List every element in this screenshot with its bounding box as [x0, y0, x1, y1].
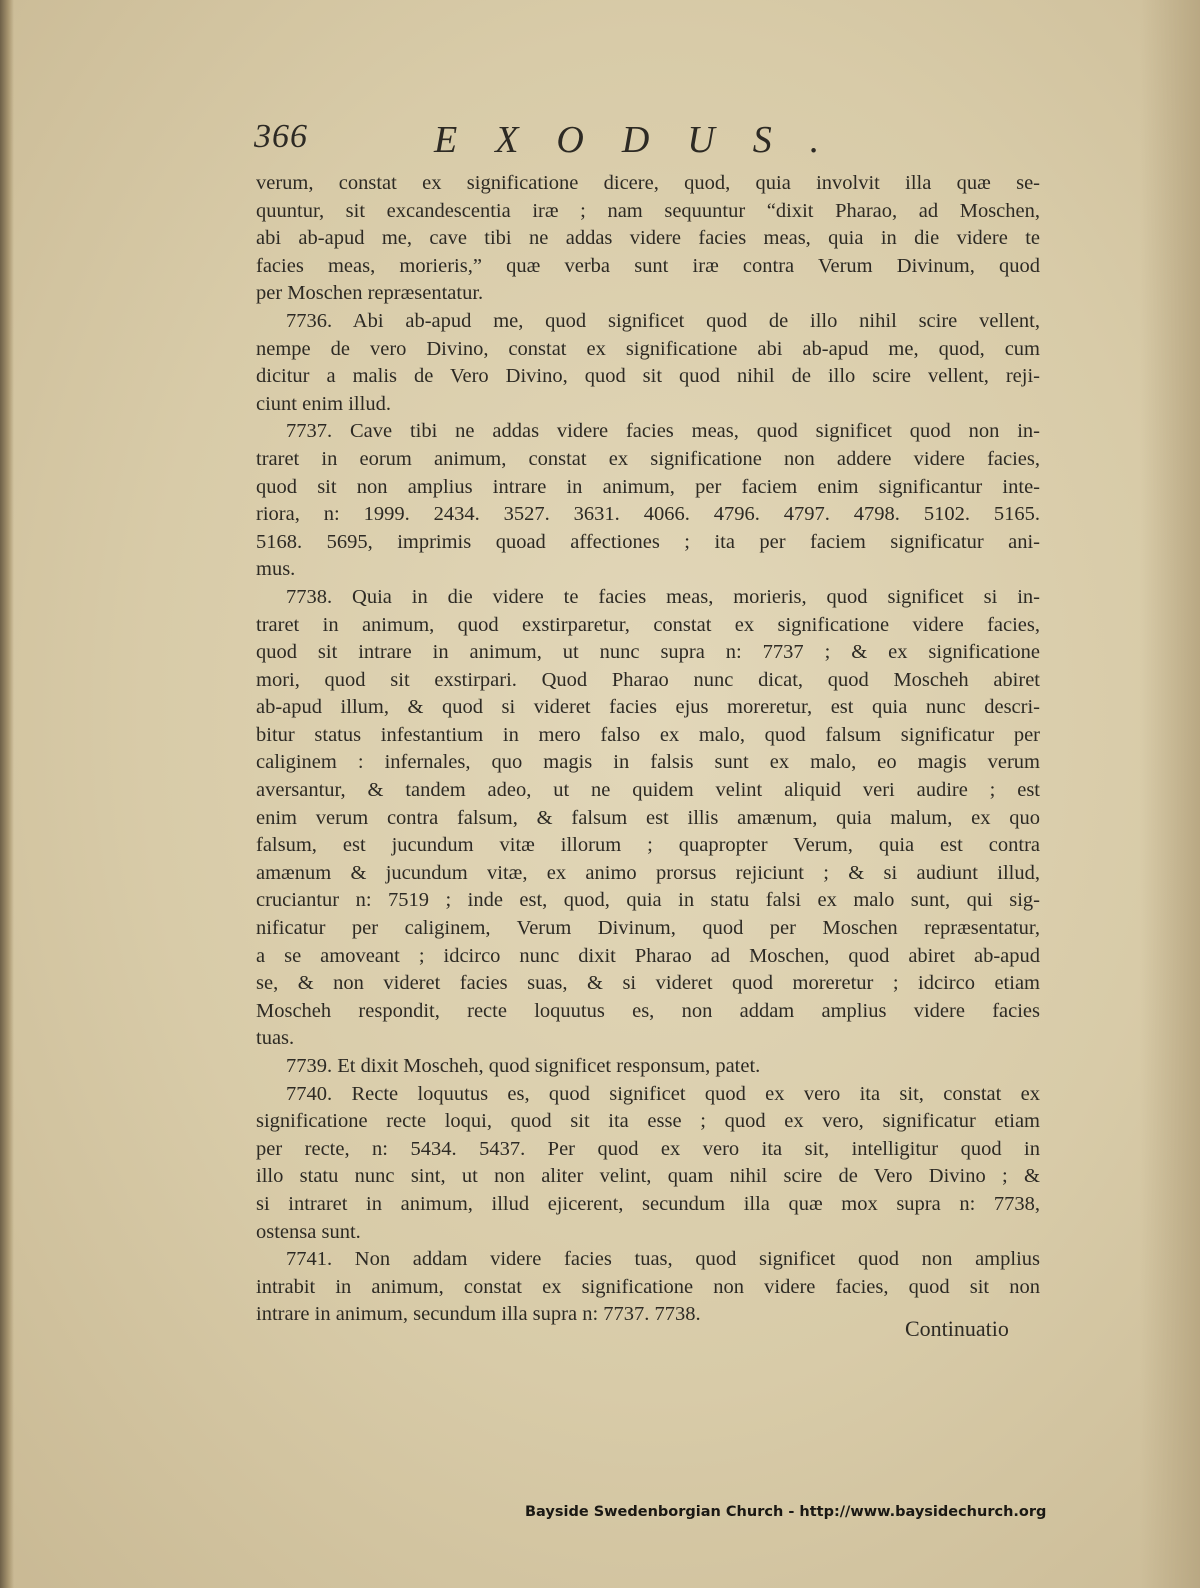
catchword: Continuatio [905, 1316, 1009, 1341]
text-line: traret in eorum animum, constat ex significatione non addere videre facies, [256, 447, 1040, 470]
text-line: a se amoveant ; idcirco nunc dixit Pharao ad Moschen, quod abiret ab-apud [256, 944, 1040, 967]
text-line: quod sit non amplius intrare in animum, per faciem enim significantur inte- [256, 475, 1040, 498]
text-line: bitur status infestantium in mero falso ex malo, quod falsum significatur per [256, 723, 1040, 746]
text-line: si intraret in animum, illud ejicerent, secundum illa quæ mox supra n: 7738, [256, 1192, 1040, 1215]
text-line: intrabit in animum, constat ex significatione non videre facies, quod sit non [256, 1275, 1040, 1298]
text-line: illo statu nunc sint, ut non aliter velint, quam nihil scire de Vero Divino ; & [256, 1165, 1040, 1188]
text-line: enim verum contra falsum, & falsum est illis amænum, quia malum, ex quo [256, 806, 1040, 829]
text-line: dicitur a malis de Vero Divino, quod sit quod nihil de illo scire vellent, reji- [256, 365, 1040, 388]
text-line: ciunt enim illud. [256, 392, 391, 415]
text-line: riora, n: 1999. 2434. 3527. 3631. 4066. 4796. 4797. 4798. 5102. 5165. [256, 503, 1040, 526]
text-line: per Moschen repræsentatur. [256, 282, 484, 305]
body-text [256, 170, 1040, 1329]
page-number: 366 [254, 118, 308, 155]
running-head: EXODUS. [434, 119, 858, 161]
page-binding-edge [0, 0, 14, 1588]
text-line: tuas. [256, 1027, 295, 1050]
text-line: verum, constat ex significatione dicere, quod, quia involvit illa quæ se- [256, 172, 1040, 194]
text-line: per recte, n: 5434. 5437. Per quod ex vero ita sit, intelligitur quod in [256, 1137, 1040, 1160]
text-line: ostensa sunt. [256, 1220, 361, 1243]
page-right-edge [1140, 0, 1200, 1588]
paragraph-7738-start: 7738. Quia in die videre te facies meas, morieris, quod significet si in- [286, 585, 1040, 608]
text-line: Moscheh respondit, recte loquutus es, non addam amplius videre facies [256, 999, 1040, 1022]
text-line: aversantur, & tandem adeo, ut ne quidem velint aliquid veri audire ; est [256, 779, 1040, 802]
text-line: quod sit intrare in animum, ut nunc supra n: 7737 ; & ex significatione [256, 641, 1040, 664]
paragraph-7740-start: 7740. Recte loquutus es, quod significet quod ex vero ita sit, constat ex [286, 1082, 1040, 1105]
text-line: ab-apud illum, & quod si videret facies ejus moreretur, est quia nunc descri- [256, 696, 1040, 719]
text-line: mori, quod sit exstirpari. Quod Pharao nunc dicat, quod Moscheh abiret [256, 668, 1040, 691]
text-line: nificatur per caliginem, Verum Divinum, quod per Moschen repræsentatur, [256, 917, 1040, 940]
text-line: traret in animum, quod exstirparetur, constat ex significatione videre facies, [256, 613, 1040, 636]
footer-credit: Bayside Swedenborgian Church - http://www.baysidechurch.org [525, 1504, 1047, 1520]
text-line: facies meas, morieris,” quæ verba sunt iræ contra Verum Divinum, quod [256, 254, 1040, 277]
text-line: falsum, est jucundum vitæ illorum ; quapropter Verum, quia est contra [256, 834, 1040, 857]
text-line: quuntur, sit excandescentia iræ ; nam sequuntur “dixit Pharao, ad Moschen, [256, 199, 1040, 222]
text-line: cruciantur n: 7519 ; inde est, quod, quia in statu falsi ex malo sunt, qui sig- [256, 889, 1040, 912]
text-line: se, & non videret facies suas, & si videret quod moreretur ; idcirco etiam [256, 972, 1040, 995]
text-line: intrare in animum, secundum illa supra n: 7737. 7738. [256, 1303, 701, 1326]
text-line: abi ab-apud me, cave tibi ne addas videre facies meas, quia in die videre te [256, 227, 1040, 250]
text-line: significatione recte loqui, quod sit ita esse ; quod ex vero, significatur etiam [256, 1110, 1040, 1133]
text-line: amænum & jucundum vitæ, ex animo prorsus rejiciunt ; & si audiunt illud, [256, 861, 1040, 884]
paragraph-7739: 7739. Et dixit Moscheh, quod significet responsum, patet. [286, 1055, 761, 1077]
text-line: mus. [256, 558, 296, 581]
paragraph-7737-start: 7737. Cave tibi ne addas videre facies meas, quod significet quod non in- [286, 420, 1040, 443]
text-line: 5168. 5695, imprimis quoad affectiones ; ita per faciem significatur ani- [256, 530, 1040, 553]
paragraph-7741-start: 7741. Non addam videre facies tuas, quod significet quod non amplius [286, 1248, 1040, 1271]
paragraph-7736-start: 7736. Abi ab-apud me, quod significet quod de illo nihil scire vellent, [286, 309, 1040, 332]
text-line: caliginem : infernales, quo magis in falsis sunt ex malo, eo magis verum [256, 751, 1040, 774]
page-header [254, 118, 1054, 168]
text-line: nempe de vero Divino, constat ex significatione abi ab-apud me, quod, cum [256, 337, 1040, 360]
